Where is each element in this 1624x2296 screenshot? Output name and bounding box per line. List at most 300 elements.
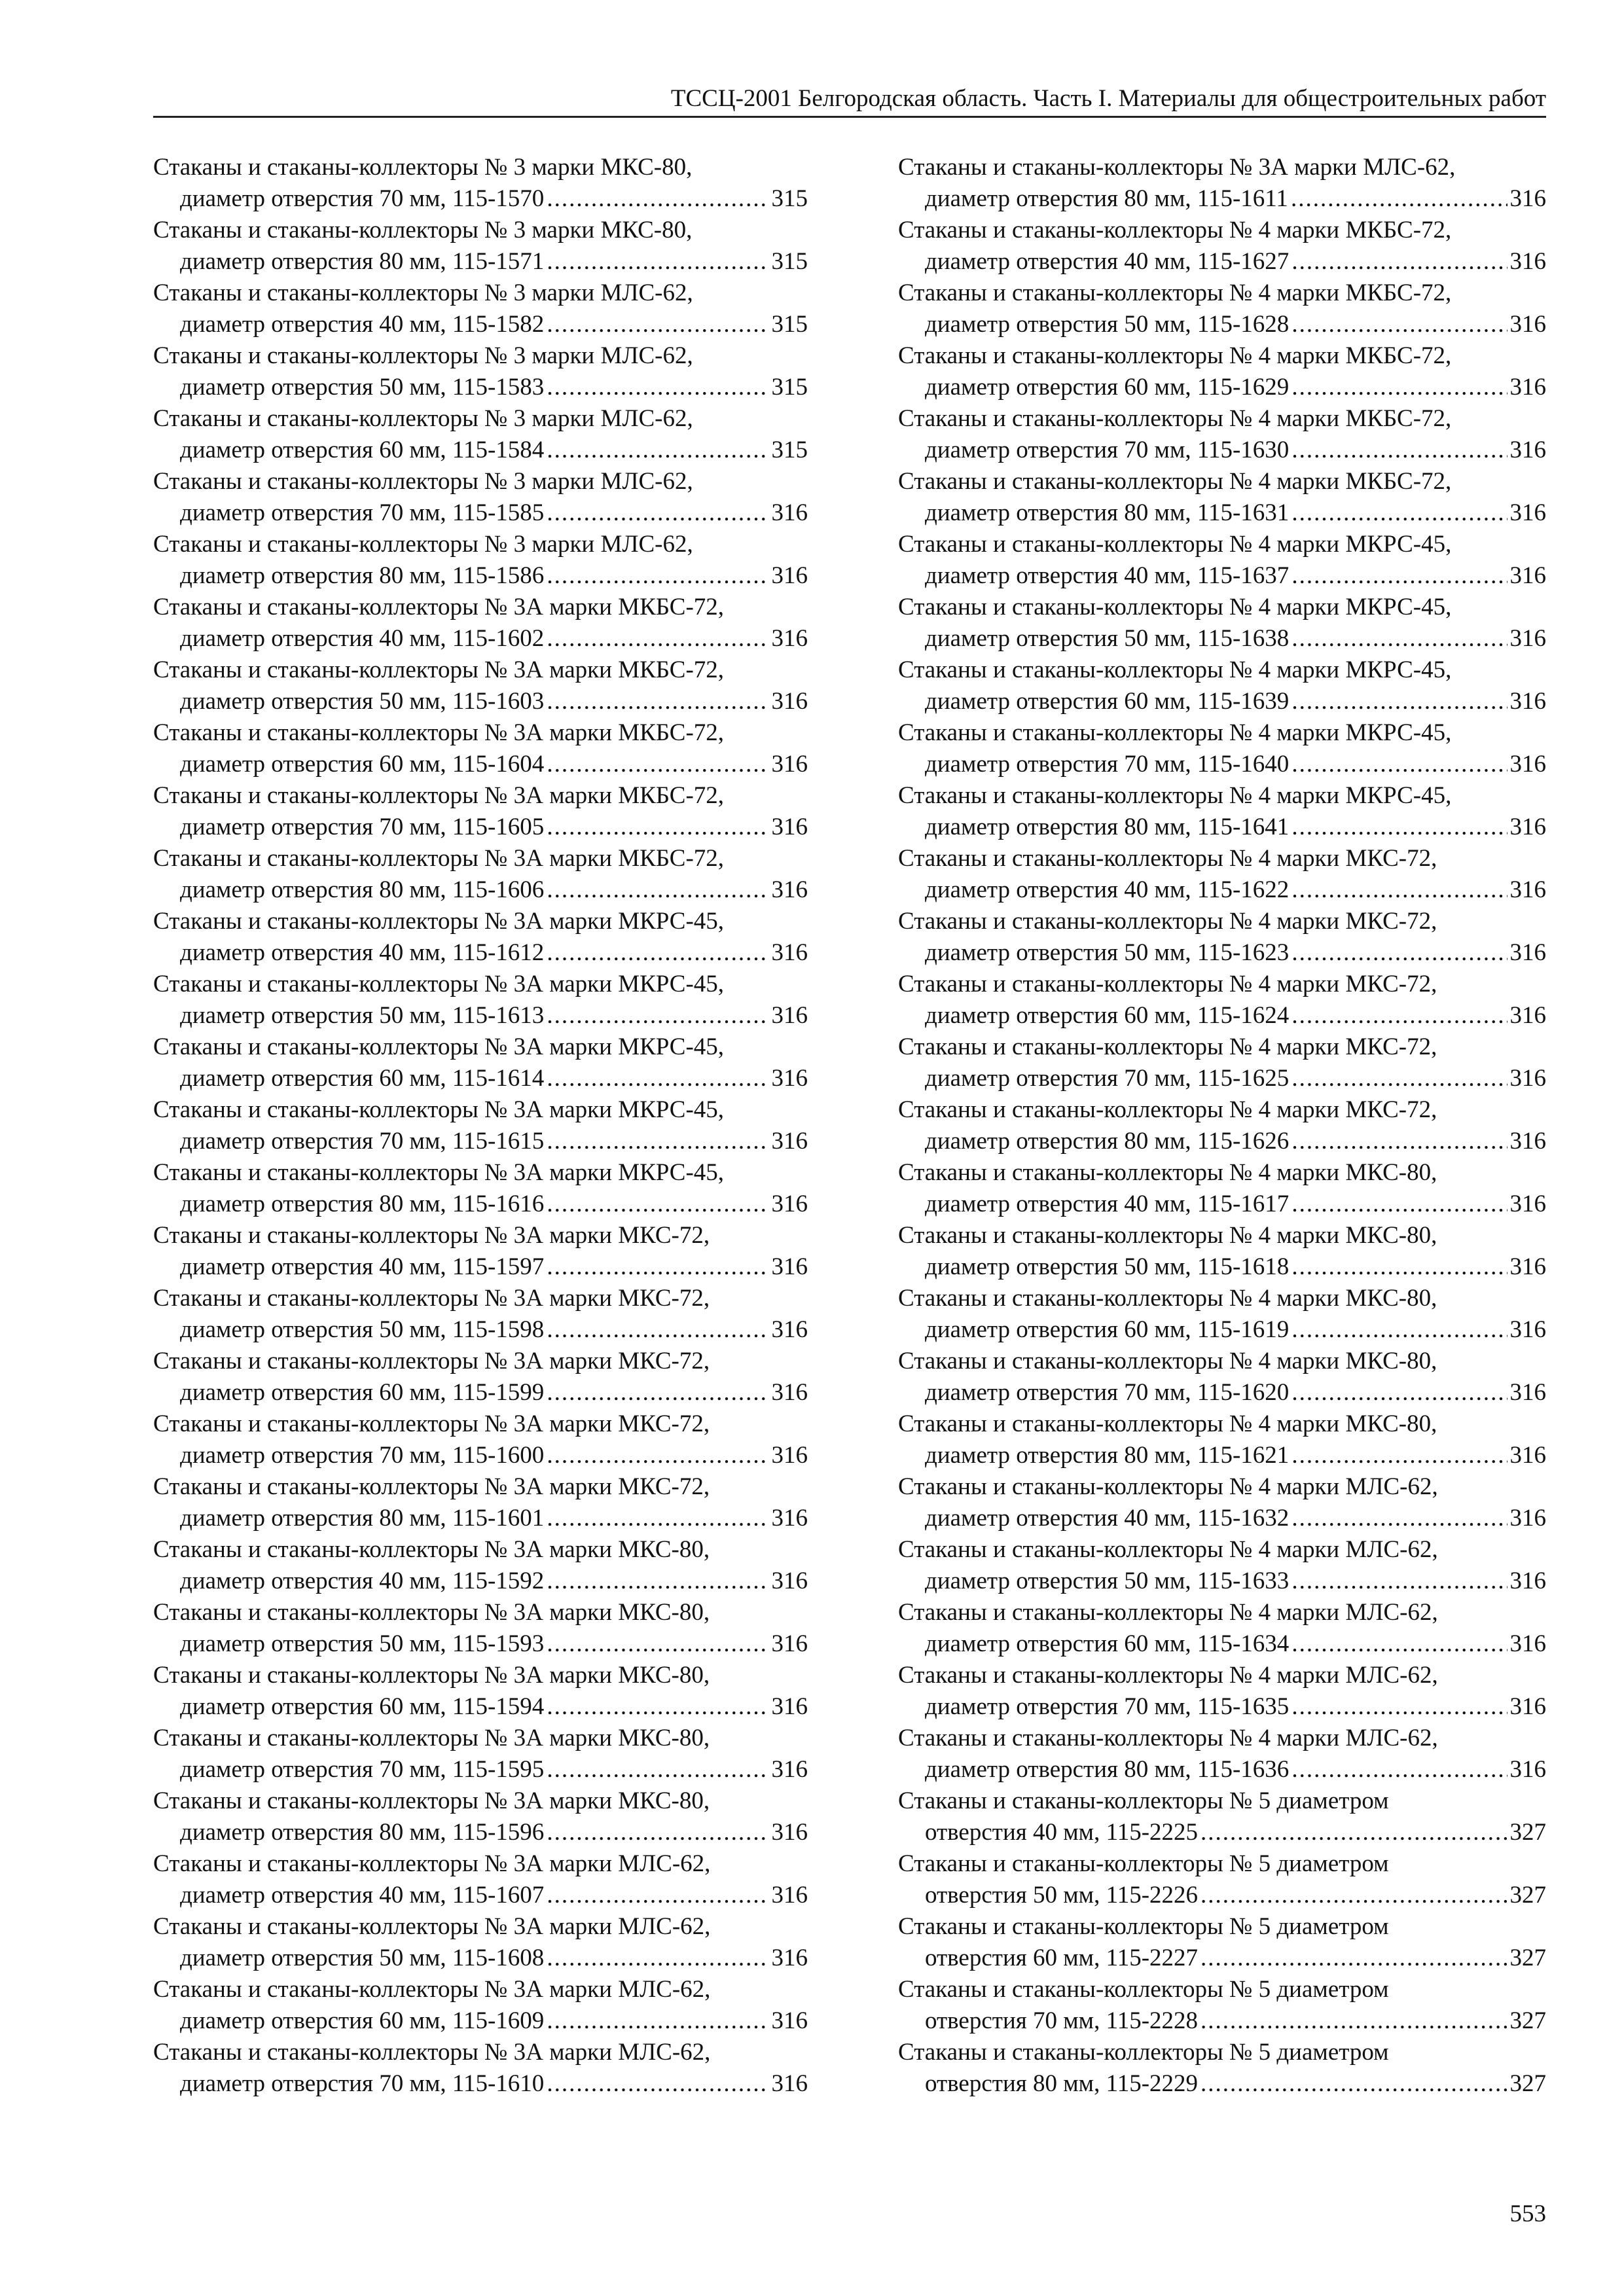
entry-page-ref: 316: [1509, 1442, 1546, 1469]
entry-detail: диаметр отверстия 60 мм, 115-1624: [925, 1002, 1290, 1029]
entry-detail-line: [153, 1377, 808, 1408]
entry-detail: диаметр отверстия 70 мм, 115-1635: [925, 1693, 1290, 1720]
entry-detail: диаметр отверстия 80 мм, 115-1626: [925, 1128, 1290, 1155]
entry-title: Стаканы и стаканы-коллекторы № 5 диаметром: [898, 2039, 1389, 2066]
dot-leader: [1200, 1817, 1507, 1848]
entry-title: Стаканы и стаканы-коллекторы № 4 марки МКС-80,: [898, 1348, 1437, 1374]
entry-title: Стаканы и стаканы-коллекторы № 3А марки МКБС-72,: [153, 719, 725, 746]
dot-leader: [1291, 1063, 1507, 1094]
entry-detail-line: [153, 1628, 808, 1660]
dot-leader: [1200, 2068, 1507, 2100]
index-entry: [153, 1220, 808, 1283]
dot-leader: [547, 1000, 768, 1031]
entry-page-ref: 316: [1509, 1379, 1546, 1406]
entry-page-ref: 316: [771, 1191, 808, 1217]
entry-detail: отверстия 50 мм, 115-2226: [925, 1882, 1199, 1909]
index-entry: [898, 1346, 1546, 1408]
entry-title: Стаканы и стаканы-коллекторы № 3 марки МЛС-62,: [153, 468, 693, 495]
entry-page-ref: 316: [1509, 751, 1546, 778]
entry-detail: диаметр отверстия 70 мм, 115-1585: [180, 499, 545, 526]
dot-leader: [1291, 560, 1507, 592]
index-entry: [153, 1031, 808, 1094]
entry-page-ref: 316: [771, 751, 808, 778]
entry-page-ref: 316: [1509, 248, 1546, 275]
index-entry: [153, 969, 808, 1031]
entry-title: Стаканы и стаканы-коллекторы № 3 марки МЛС-62,: [153, 279, 693, 306]
index-entry: [153, 655, 808, 717]
index-entry: [898, 1848, 1546, 1911]
entry-detail-line: [898, 1943, 1546, 1974]
entry-title: Стаканы и стаканы-коллекторы № 3 марки МКС-80,: [153, 217, 693, 243]
index-entry: [153, 529, 808, 592]
entry-detail: диаметр отверстия 70 мм, 115-1630: [925, 437, 1290, 463]
entry-detail: отверстия 40 мм, 115-2225: [925, 1819, 1199, 1846]
entry-detail-line: [153, 1189, 808, 1220]
entry-detail: диаметр отверстия 50 мм, 115-1603: [180, 688, 545, 715]
entry-title: Стаканы и стаканы-коллекторы № 4 марки МКБС-72,: [898, 468, 1452, 495]
entry-page-ref: 316: [1509, 1065, 1546, 1092]
entry-page-ref: 316: [771, 1442, 808, 1469]
dot-leader: [1291, 874, 1507, 906]
index-entry: [898, 340, 1546, 403]
entry-page-ref: 327: [1509, 2070, 1546, 2097]
entry-page-ref: 316: [1509, 1756, 1546, 1783]
entry-title: Стаканы и стаканы-коллекторы № 3А марки МКС-72,: [153, 1410, 710, 1437]
entry-title: Стаканы и стаканы-коллекторы № 4 марки МКБС-72,: [898, 405, 1452, 432]
entry-detail-line: [898, 686, 1546, 717]
entry-detail: диаметр отверстия 50 мм, 115-1628: [925, 311, 1290, 338]
entry-title: Стаканы и стаканы-коллекторы № 3А марки МКС-80,: [153, 1536, 710, 1563]
entry-page-ref: 316: [1509, 1191, 1546, 1217]
entry-page-ref: 316: [771, 1568, 808, 1594]
entry-detail-line: [153, 623, 808, 655]
dot-leader: [1200, 2005, 1507, 2037]
entry-detail-line: [898, 749, 1546, 780]
dot-leader: [1291, 1377, 1507, 1408]
entry-detail-line: [898, 1503, 1546, 1534]
entry-detail-line: [898, 1314, 1546, 1346]
entry-detail: диаметр отверстия 70 мм, 115-1605: [180, 814, 545, 840]
dot-leader: [1291, 623, 1507, 655]
entry-detail-line: [153, 937, 808, 969]
entry-detail: диаметр отверстия 40 мм, 115-1617: [925, 1191, 1290, 1217]
dot-leader: [547, 2068, 768, 2100]
entry-page-ref: 327: [1509, 1945, 1546, 1971]
entry-title: Стаканы и стаканы-коллекторы № 4 марки МКРС-45,: [898, 656, 1452, 683]
index-entry: [153, 592, 808, 655]
entry-detail-line: [153, 686, 808, 717]
dot-leader: [1291, 1126, 1507, 1157]
entry-title: Стаканы и стаканы-коллекторы № 4 марки МКБС-72,: [898, 217, 1452, 243]
entry-page-ref: 316: [771, 1505, 808, 1532]
entry-detail: диаметр отверстия 80 мм, 115-1606: [180, 876, 545, 903]
index-entry: [898, 592, 1546, 655]
dot-leader: [1291, 1628, 1507, 1660]
entry-detail-line: [153, 309, 808, 340]
entry-detail: диаметр отверстия 50 мм, 115-1633: [925, 1568, 1290, 1594]
entry-detail-line: [153, 1126, 808, 1157]
entry-detail-line: [153, 246, 808, 278]
dot-leader: [1291, 497, 1507, 529]
index-entry: [898, 906, 1546, 969]
page-number: 553: [1509, 2200, 1546, 2227]
index-entry: [898, 1408, 1546, 1471]
entry-page-ref: 316: [1509, 562, 1546, 589]
dot-leader: [547, 686, 768, 717]
entry-page-ref: 316: [1509, 1253, 1546, 1280]
entry-detail-line: [153, 1503, 808, 1534]
entry-page-ref: 316: [771, 499, 808, 526]
index-entry: [153, 278, 808, 340]
dot-leader: [547, 560, 768, 592]
entry-detail: диаметр отверстия 70 мм, 115-1610: [180, 2070, 545, 2097]
entry-page-ref: 315: [771, 248, 808, 275]
entry-title: Стаканы и стаканы-коллекторы № 4 марки МКБС-72,: [898, 342, 1452, 369]
dot-leader: [1291, 812, 1507, 843]
entry-detail: диаметр отверстия 40 мм, 115-1602: [180, 625, 545, 652]
index-entry: [153, 843, 808, 906]
entry-title: Стаканы и стаканы-коллекторы № 3А марки МКБС-72,: [153, 782, 725, 809]
index-entry: [153, 1785, 808, 1848]
entry-detail: диаметр отверстия 80 мм, 115-1621: [925, 1442, 1290, 1469]
dot-leader: [547, 749, 768, 780]
dot-leader: [547, 874, 768, 906]
entry-detail: диаметр отверстия 70 мм, 115-1620: [925, 1379, 1290, 1406]
entry-title: Стаканы и стаканы-коллекторы № 3А марки МКРС-45,: [153, 971, 725, 997]
entry-page-ref: 316: [771, 1756, 808, 1783]
entry-page-ref: 316: [1509, 814, 1546, 840]
dot-leader: [1291, 749, 1507, 780]
entry-detail: диаметр отверстия 60 мм, 115-1629: [925, 374, 1290, 401]
dot-leader: [1291, 1691, 1507, 1723]
entry-title: Стаканы и стаканы-коллекторы № 3А марки МКРС-45,: [153, 1033, 725, 1060]
entry-detail-line: [153, 1691, 808, 1723]
dot-leader: [1200, 1943, 1507, 1974]
entry-detail: диаметр отверстия 80 мм, 115-1571: [180, 248, 545, 275]
entry-title: Стаканы и стаканы-коллекторы № 4 марки МЛС-62,: [898, 1725, 1438, 1751]
entry-detail: диаметр отверстия 40 мм, 115-1622: [925, 876, 1290, 903]
dot-leader: [547, 497, 768, 529]
dot-leader: [1291, 372, 1507, 403]
entry-detail: диаметр отверстия 40 мм, 115-1632: [925, 1505, 1290, 1532]
index-entry: [898, 403, 1546, 466]
index-entry: [898, 655, 1546, 717]
index-entry: [898, 717, 1546, 780]
dot-leader: [1291, 1251, 1507, 1283]
dot-leader: [1291, 1503, 1507, 1534]
entry-page-ref: 316: [1509, 876, 1546, 903]
dot-leader: [547, 937, 768, 969]
entry-title: Стаканы и стаканы-коллекторы № 3 марки МЛС-62,: [153, 342, 693, 369]
index-entry: [898, 215, 1546, 278]
dot-leader: [1291, 1314, 1507, 1346]
dot-leader: [547, 1817, 768, 1848]
running-header: [153, 84, 1546, 118]
dot-leader: [1291, 1566, 1507, 1597]
entry-title: Стаканы и стаканы-коллекторы № 3А марки МКС-80,: [153, 1787, 710, 1814]
entry-detail: диаметр отверстия 50 мм, 115-1613: [180, 1002, 545, 1029]
entry-title: Стаканы и стаканы-коллекторы № 4 марки МКС-72,: [898, 1033, 1437, 1060]
entry-detail: диаметр отверстия 50 мм, 115-1583: [180, 374, 545, 401]
index-entry: [898, 969, 1546, 1031]
entry-title: Стаканы и стаканы-коллекторы № 4 марки МЛС-62,: [898, 1473, 1438, 1500]
dot-leader: [547, 246, 768, 278]
entry-detail-line: [153, 1880, 808, 1911]
entry-page-ref: 316: [771, 1065, 808, 1092]
index-entry: [898, 843, 1546, 906]
entry-detail: диаметр отверстия 80 мм, 115-1586: [180, 562, 545, 589]
entry-detail-line: [898, 937, 1546, 969]
entry-title: Стаканы и стаканы-коллекторы № 5 диаметром: [898, 1787, 1389, 1814]
dot-leader: [547, 1440, 768, 1471]
entry-detail-line: [898, 1566, 1546, 1597]
index-entry: [898, 1660, 1546, 1723]
index-entry: [153, 1848, 808, 1911]
entry-page-ref: 316: [771, 1002, 808, 1029]
entry-title: Стаканы и стаканы-коллекторы № 4 марки МЛС-62,: [898, 1599, 1438, 1626]
entry-detail-line: [898, 1000, 1546, 1031]
entry-title: Стаканы и стаканы-коллекторы № 3 марки МЛС-62,: [153, 531, 693, 558]
entry-detail-line: [898, 1628, 1546, 1660]
entry-page-ref: 315: [771, 437, 808, 463]
entry-detail-line: [898, 2005, 1546, 2037]
entry-detail: диаметр отверстия 50 мм, 115-1598: [180, 1316, 545, 1343]
dot-leader: [547, 1377, 768, 1408]
entry-detail-line: [898, 1754, 1546, 1785]
entry-page-ref: 316: [771, 1693, 808, 1720]
entry-detail: диаметр отверстия 40 мм, 115-1597: [180, 1253, 545, 1280]
entry-title: Стаканы и стаканы-коллекторы № 4 марки МКБС-72,: [898, 279, 1452, 306]
entry-title: Стаканы и стаканы-коллекторы № 3А марки МКРС-45,: [153, 1159, 725, 1186]
entry-detail-line: [153, 874, 808, 906]
entry-page-ref: 316: [1509, 1316, 1546, 1343]
entry-detail-line: [898, 2068, 1546, 2100]
dot-leader: [547, 1063, 768, 1094]
entry-page-ref: 315: [771, 374, 808, 401]
entry-detail: диаметр отверстия 80 мм, 115-1631: [925, 499, 1290, 526]
entry-title: Стаканы и стаканы-коллекторы № 3А марки МКРС-45,: [153, 908, 725, 935]
dot-leader: [1200, 1880, 1507, 1911]
entry-detail-line: [898, 1440, 1546, 1471]
entry-page-ref: 316: [1509, 185, 1546, 212]
entry-title: Стаканы и стаканы-коллекторы № 4 марки МКРС-45,: [898, 594, 1452, 620]
entry-detail: диаметр отверстия 70 мм, 115-1595: [180, 1756, 545, 1783]
entry-detail: диаметр отверстия 80 мм, 115-1596: [180, 1819, 545, 1846]
index-column-right: [898, 152, 1546, 2100]
entry-detail-line: [898, 1880, 1546, 1911]
entry-detail: диаметр отверстия 50 мм, 115-1623: [925, 939, 1290, 966]
entry-page-ref: 316: [771, 939, 808, 966]
header-title: ТССЦ-2001 Белгородская область. Часть I. Материалы для общестроительных работ: [670, 85, 1546, 112]
entry-detail-line: [153, 183, 808, 215]
entry-detail-line: [898, 497, 1546, 529]
entry-title: Стаканы и стаканы-коллекторы № 3 марки МЛС-62,: [153, 405, 693, 432]
entry-detail: диаметр отверстия 60 мм, 115-1599: [180, 1379, 545, 1406]
dot-leader: [547, 183, 768, 215]
index-entry: [898, 2037, 1546, 2100]
entry-title: Стаканы и стаканы-коллекторы № 3А марки МЛС-62,: [153, 1913, 711, 1940]
entry-page-ref: 316: [1509, 1568, 1546, 1594]
entry-title: Стаканы и стаканы-коллекторы № 5 диаметром: [898, 1913, 1389, 1940]
entry-page-ref: 316: [1509, 499, 1546, 526]
entry-detail-line: [153, 1251, 808, 1283]
dot-leader: [1291, 435, 1507, 466]
entry-page-ref: 316: [1509, 1505, 1546, 1532]
index-entry: [153, 1471, 808, 1534]
entry-detail-line: [153, 560, 808, 592]
entry-detail: отверстия 60 мм, 115-2227: [925, 1945, 1199, 1971]
entry-title: Стаканы и стаканы-коллекторы № 3А марки МКРС-45,: [153, 1096, 725, 1123]
entry-page-ref: 316: [771, 2070, 808, 2097]
index-entry: [153, 1283, 808, 1346]
dot-leader: [1291, 1000, 1507, 1031]
index-entry: [153, 152, 808, 215]
entry-detail-line: [153, 1943, 808, 1974]
entry-detail: диаметр отверстия 60 мм, 115-1604: [180, 751, 545, 778]
entry-page-ref: 316: [1509, 311, 1546, 338]
entry-title: Стаканы и стаканы-коллекторы № 4 марки МКС-80,: [898, 1410, 1437, 1437]
dot-leader: [547, 1691, 768, 1723]
entry-detail: диаметр отверстия 70 мм, 115-1615: [180, 1128, 545, 1155]
entry-detail-line: [153, 1440, 808, 1471]
entry-title: Стаканы и стаканы-коллекторы № 3А марки МЛС-62,: [153, 1850, 711, 1877]
entry-page-ref: 316: [771, 688, 808, 715]
entry-title: Стаканы и стаканы-коллекторы № 3 марки МКС-80,: [153, 154, 693, 181]
entry-detail: диаметр отверстия 80 мм, 115-1611: [925, 185, 1288, 212]
entry-title: Стаканы и стаканы-коллекторы № 3А марки МКБС-72,: [153, 656, 725, 683]
entry-title: Стаканы и стаканы-коллекторы № 5 диаметром: [898, 1976, 1389, 2003]
index-entry: [898, 152, 1546, 215]
entry-detail: диаметр отверстия 40 мм, 115-1612: [180, 939, 545, 966]
entry-detail-line: [898, 435, 1546, 466]
entry-detail-line: [898, 1817, 1546, 1848]
dot-leader: [547, 812, 768, 843]
index-entry: [153, 780, 808, 843]
entry-detail-line: [153, 372, 808, 403]
entry-title: Стаканы и стаканы-коллекторы № 4 марки МКС-80,: [898, 1222, 1437, 1249]
entry-title: Стаканы и стаканы-коллекторы № 3А марки МКС-80,: [153, 1725, 710, 1751]
index-entry: [898, 1723, 1546, 1785]
entry-page-ref: 316: [1509, 1630, 1546, 1657]
entry-detail-line: [898, 246, 1546, 278]
entry-detail: диаметр отверстия 50 мм, 115-1593: [180, 1630, 545, 1657]
index-entry: [153, 1408, 808, 1471]
index-entry: [153, 466, 808, 529]
entry-page-ref: 316: [771, 1316, 808, 1343]
entry-detail-line: [898, 874, 1546, 906]
index-entry: [153, 1723, 808, 1785]
entry-page-ref: 315: [771, 311, 808, 338]
entry-detail-line: [153, 1754, 808, 1785]
dot-leader: [547, 372, 768, 403]
index-entry: [898, 780, 1546, 843]
entry-page-ref: 316: [771, 876, 808, 903]
entry-title: Стаканы и стаканы-коллекторы № 3А марки МКС-72,: [153, 1222, 710, 1249]
entry-page-ref: 316: [1509, 437, 1546, 463]
dot-leader: [547, 1126, 768, 1157]
entry-detail: диаметр отверстия 60 мм, 115-1584: [180, 437, 545, 463]
index-entry: [898, 1283, 1546, 1346]
entry-detail: отверстия 70 мм, 115-2228: [925, 2007, 1199, 2034]
entry-page-ref: 315: [771, 185, 808, 212]
entry-detail-line: [153, 497, 808, 529]
entry-page-ref: 316: [1509, 1128, 1546, 1155]
entry-title: Стаканы и стаканы-коллекторы № 3А марки МКС-80,: [153, 1662, 710, 1689]
entry-title: Стаканы и стаканы-коллекторы № 4 марки МКРС-45,: [898, 719, 1452, 746]
entry-page-ref: 316: [1509, 688, 1546, 715]
entry-title: Стаканы и стаканы-коллекторы № 3А марки МЛС-62,: [898, 154, 1456, 181]
entry-title: Стаканы и стаканы-коллекторы № 4 марки МЛС-62,: [898, 1662, 1438, 1689]
entry-detail-line: [153, 749, 808, 780]
entry-detail-line: [898, 309, 1546, 340]
dot-leader: [547, 1880, 768, 1911]
dot-leader: [1291, 309, 1507, 340]
index-entry: [898, 1974, 1546, 2037]
entry-detail: диаметр отверстия 40 мм, 115-1607: [180, 1882, 545, 1909]
entry-detail-line: [153, 1314, 808, 1346]
entry-detail: диаметр отверстия 60 мм, 115-1614: [180, 1065, 545, 1092]
dot-leader: [547, 2005, 768, 2037]
entry-detail: диаметр отверстия 60 мм, 115-1609: [180, 2007, 545, 2034]
index-entry: [898, 466, 1546, 529]
index-entry: [153, 215, 808, 278]
entry-detail: диаметр отверстия 70 мм, 115-1625: [925, 1065, 1290, 1092]
index-entry: [898, 1597, 1546, 1660]
entry-detail-line: [153, 2068, 808, 2100]
entry-detail: диаметр отверстия 60 мм, 115-1634: [925, 1630, 1290, 1657]
entry-title: Стаканы и стаканы-коллекторы № 4 марки МКС-80,: [898, 1285, 1437, 1312]
entry-page-ref: 327: [1509, 2007, 1546, 2034]
entry-detail-line: [153, 435, 808, 466]
entry-page-ref: 316: [771, 562, 808, 589]
index-entry: [153, 2037, 808, 2100]
entry-title: Стаканы и стаканы-коллекторы № 3А марки МКБС-72,: [153, 845, 725, 872]
entry-title: Стаканы и стаканы-коллекторы № 4 марки МЛС-62,: [898, 1536, 1438, 1563]
entry-title: Стаканы и стаканы-коллекторы № 3А марки МКС-72,: [153, 1348, 710, 1374]
entry-detail: диаметр отверстия 60 мм, 115-1594: [180, 1693, 545, 1720]
entry-page-ref: 316: [771, 1819, 808, 1846]
entry-title: Стаканы и стаканы-коллекторы № 3А марки МКС-72,: [153, 1285, 710, 1312]
entry-detail-line: [898, 372, 1546, 403]
entry-detail: диаметр отверстия 60 мм, 115-1619: [925, 1316, 1290, 1343]
dot-leader: [547, 623, 768, 655]
dot-leader: [547, 435, 768, 466]
index-entry: [153, 1094, 808, 1157]
entry-detail: диаметр отверстия 40 мм, 115-1582: [180, 311, 545, 338]
dot-leader: [1291, 686, 1507, 717]
entry-detail: диаметр отверстия 70 мм, 115-1570: [180, 185, 545, 212]
index-entry: [898, 1220, 1546, 1283]
index-entry: [898, 1785, 1546, 1848]
index-entry: [153, 1660, 808, 1723]
entry-title: Стаканы и стаканы-коллекторы № 4 марки МКС-80,: [898, 1159, 1437, 1186]
entry-page-ref: 316: [771, 1379, 808, 1406]
entry-detail-line: [153, 1566, 808, 1597]
entry-title: Стаканы и стаканы-коллекторы № 4 марки МКС-72,: [898, 845, 1437, 872]
dot-leader: [547, 309, 768, 340]
entry-detail: диаметр отверстия 40 мм, 115-1592: [180, 1568, 545, 1594]
entry-detail-line: [153, 1000, 808, 1031]
dot-leader: [1291, 1754, 1507, 1785]
entry-detail-line: [153, 1063, 808, 1094]
index-entry: [153, 1597, 808, 1660]
entry-detail: диаметр отверстия 80 мм, 115-1636: [925, 1756, 1290, 1783]
index-entry: [153, 1157, 808, 1220]
index-entry: [898, 1911, 1546, 1974]
index-entry: [898, 1157, 1546, 1220]
entry-detail: диаметр отверстия 50 мм, 115-1618: [925, 1253, 1290, 1280]
dot-leader: [547, 1943, 768, 1974]
